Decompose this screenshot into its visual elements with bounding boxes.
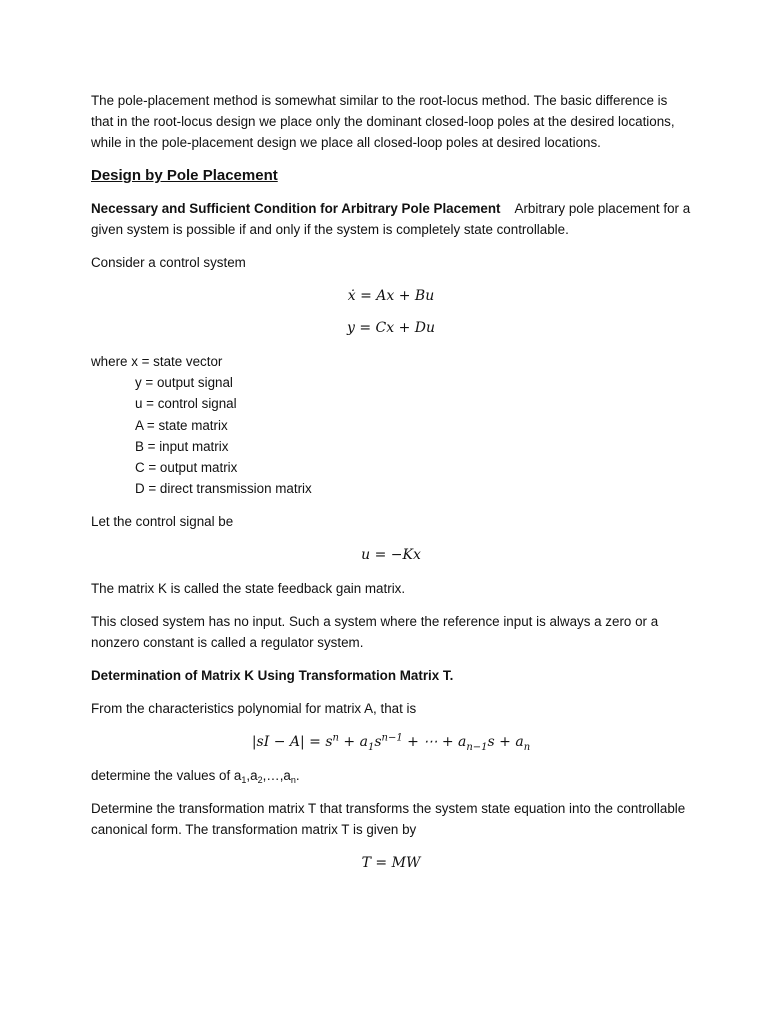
poly-s2: s	[374, 734, 382, 751]
poly-dots: + ⋯ +	[402, 734, 458, 751]
poly-exp-n: n	[332, 732, 339, 744]
sub-1: 1	[241, 775, 247, 786]
document-content	[91, 90, 691, 886]
poly-s3: s	[487, 734, 495, 751]
intro-paragraph: The pole-placement method is somewhat similar to the root-locus method. The basic difference is that in the root-locus design we place only the dominant closed-loop poles at the desired locations, while in the pole-placement design we place all closed-loop poles at desired locations.	[91, 93, 675, 150]
definitions-list	[91, 351, 691, 499]
condition-text: Arbitrary pole placement for a given system is possible if and only if the system is completely state controllable.	[91, 201, 691, 237]
poly-sub-1: 1	[367, 742, 375, 754]
poly-sub-n-minus-1: n−1	[466, 742, 488, 754]
poly-plus2: +	[494, 734, 516, 751]
definition-item: B = input matrix	[135, 438, 229, 454]
section-heading: Design by Pole Placement	[91, 167, 278, 184]
determine-values-lead: determine the values of a	[91, 768, 242, 784]
control-equation: u = −Kx	[361, 547, 421, 564]
definition-item: y = output signal	[135, 375, 233, 391]
determine-values-text	[91, 765, 691, 786]
sub-n: n	[290, 775, 296, 786]
sub-2: 2	[257, 775, 263, 786]
definition-item: C = output matrix	[135, 460, 238, 476]
poly-an: a	[515, 734, 524, 751]
definition-item: A = state matrix	[135, 417, 228, 433]
determination-heading: Determination of Matrix K Using Transformation Matrix T.	[91, 668, 454, 684]
closed-system-paragraph: This closed system has no input. Such a system where the reference input is always a zero or a nonzero constant is called a regulator system.	[91, 614, 659, 651]
definition-item: D = direct transmission matrix	[135, 481, 312, 497]
poly-an-1: a	[458, 734, 467, 751]
definition-item: where x = state vector	[91, 354, 223, 369]
period: .	[295, 768, 300, 784]
state-equation: ẋ = Ax + Bu	[347, 288, 435, 304]
determine-t-paragraph: Determine the transformation matrix T that transforms the system state equation into the controllable canonical form. The transformation matrix T is given by	[91, 801, 686, 838]
poly-s: s	[325, 734, 333, 751]
from-poly-text: From the characteristics polynomial for matrix A, that is	[91, 701, 417, 717]
consider-text: Consider a control system	[91, 255, 246, 270]
sep-1: ,a	[246, 768, 258, 784]
condition-title: Necessary and Sufficient Condition for Arbitrary Pole Placement	[91, 201, 501, 216]
output-equation: y = Cx + Du	[346, 320, 436, 336]
matrix-k-text: The matrix K is called the state feedback gain matrix.	[91, 581, 406, 597]
poly-sub-n: n	[523, 742, 531, 754]
definition-item: u = control signal	[135, 396, 237, 412]
poly-plus: +	[338, 734, 360, 751]
transformation-equation: T = MW	[361, 855, 421, 872]
let-control-text: Let the control signal be	[91, 514, 234, 530]
sep-2: ,…,a	[262, 768, 291, 784]
poly-a1: a	[359, 734, 368, 751]
poly-lhs: |sI − A| =	[251, 734, 326, 751]
characteristic-polynomial	[91, 731, 691, 753]
condition-paragraph	[91, 198, 691, 240]
poly-exp-n-minus-1: n−1	[381, 732, 403, 744]
